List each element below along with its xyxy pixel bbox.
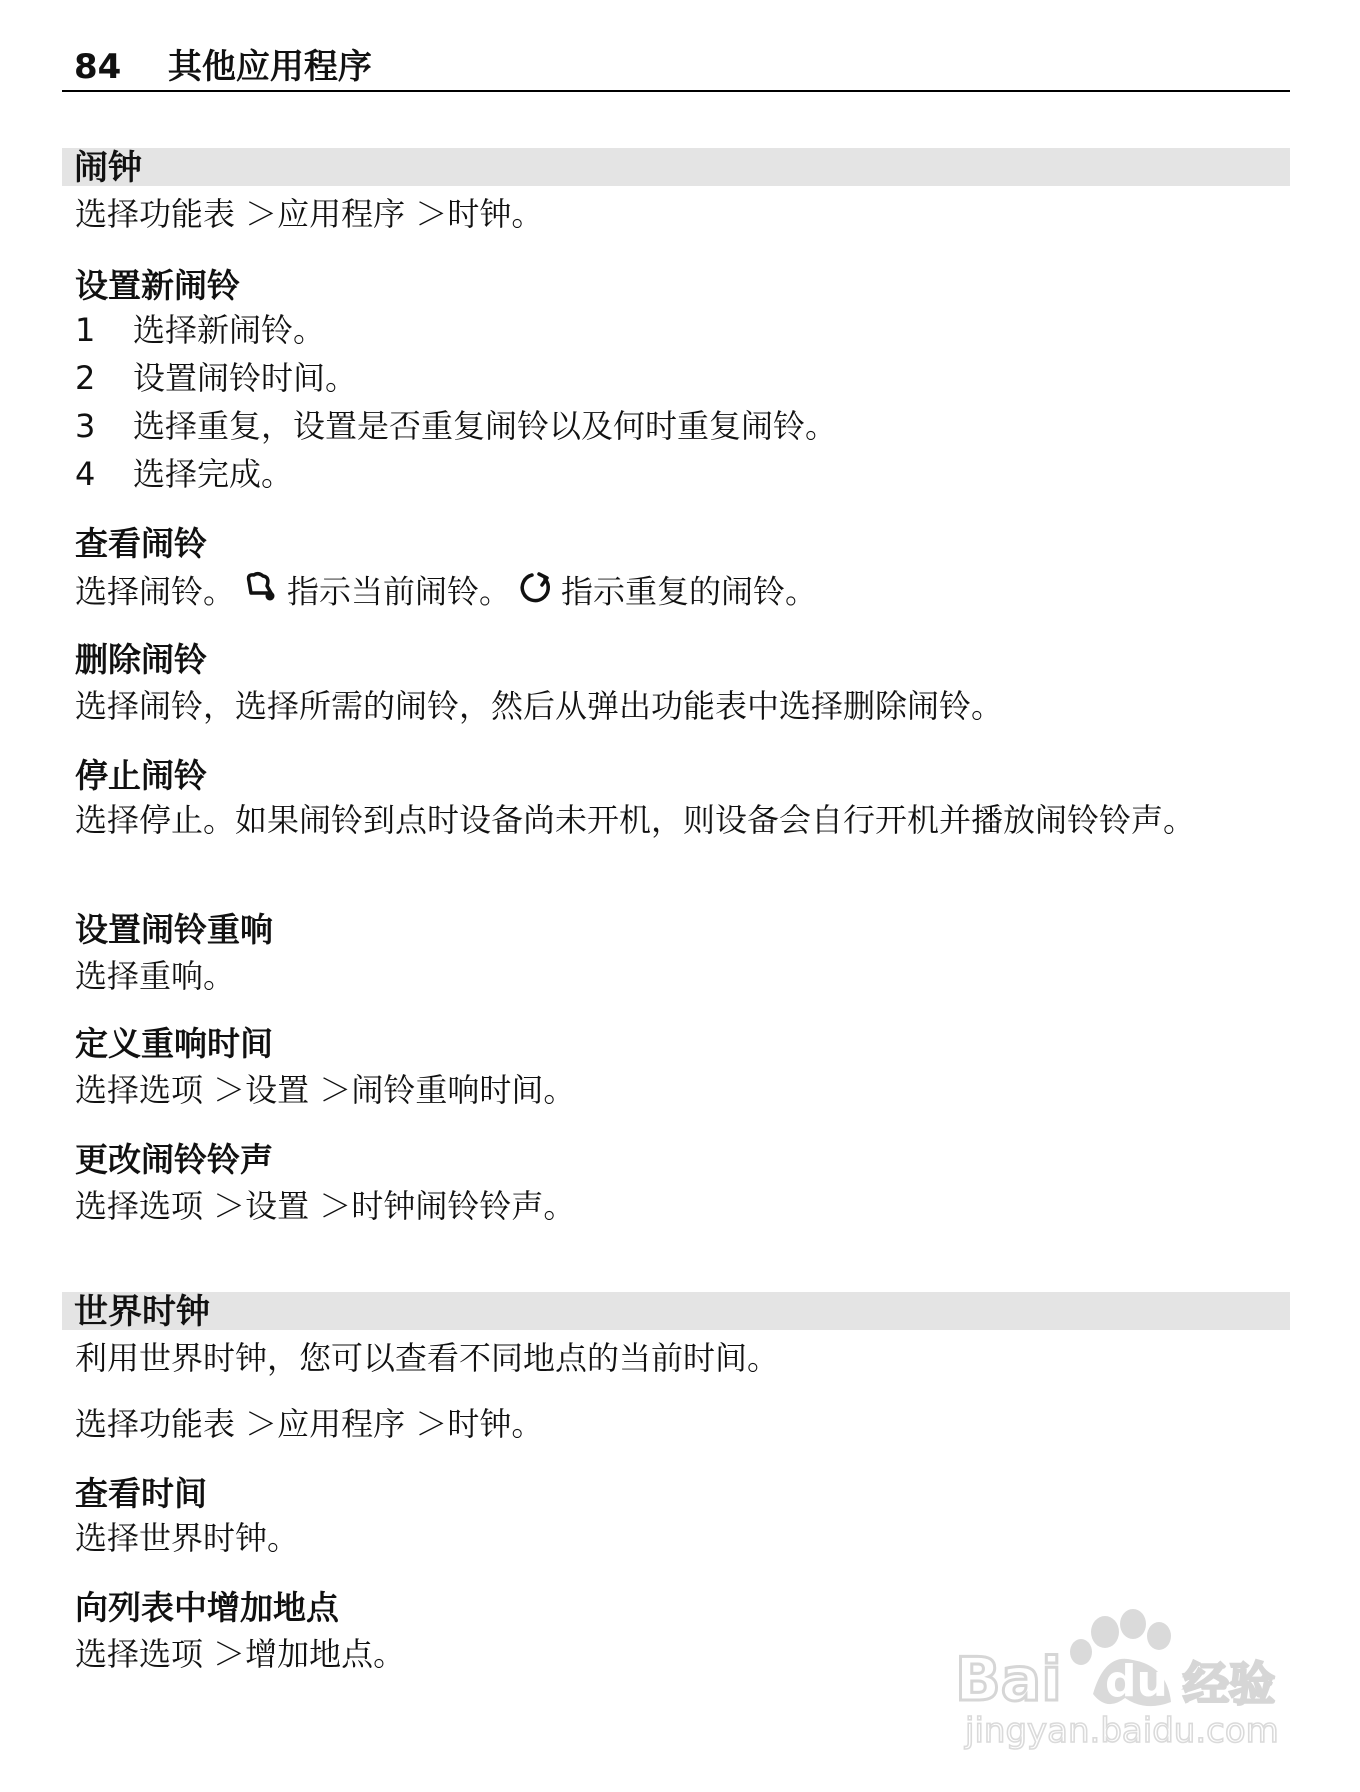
alarm-tone-text: 选择选项 ＞设置 ＞时钟闹铃铃声。 bbox=[75, 1187, 576, 1225]
view-text-b: 指示当前闹铃。 bbox=[287, 572, 512, 611]
step-text: 选择新闹铃。 bbox=[133, 311, 326, 349]
chapter-title: 其他应用程序 bbox=[167, 47, 372, 87]
step-text: 选择重复，设置是否重复闹铃以及何时重复闹铃。 bbox=[133, 407, 838, 445]
section-title-world-clock: 世界时钟 bbox=[62, 1292, 1290, 1330]
stop-alarm-text: 选择停止。如果闹铃到点时设备尚未开机，则设备会自行开机并播放闹铃铃声。 bbox=[75, 801, 1196, 839]
watermark-brand-b: du bbox=[1105, 1656, 1168, 1707]
heading-delete-alarm: 删除闹铃 bbox=[75, 640, 207, 679]
world-clock-path: 选择功能表 ＞应用程序 ＞时钟。 bbox=[75, 1405, 544, 1443]
step-3 bbox=[75, 406, 837, 446]
heading-snooze-time: 定义重响时间 bbox=[75, 1024, 273, 1063]
view-alarm-text bbox=[75, 570, 817, 617]
heading-new-alarm: 设置新闹铃 bbox=[75, 266, 240, 305]
step-number: 1 bbox=[75, 311, 96, 349]
step-2 bbox=[75, 358, 357, 398]
repeat-icon bbox=[519, 570, 553, 613]
heading-snooze: 设置闹铃重响 bbox=[75, 910, 273, 949]
step-number: 3 bbox=[75, 407, 96, 445]
view-time-text: 选择世界时钟。 bbox=[75, 1519, 300, 1557]
snooze-time-text: 选择选项 ＞设置 ＞闹铃重响时间。 bbox=[75, 1071, 576, 1109]
heading-stop-alarm: 停止闹铃 bbox=[75, 756, 207, 795]
baidu-watermark bbox=[955, 1590, 1285, 1754]
page-number: 84 bbox=[74, 47, 122, 87]
heading-alarm-tone: 更改闹铃铃声 bbox=[75, 1140, 273, 1179]
add-location-text: 选择选项 ＞增加地点。 bbox=[75, 1635, 406, 1673]
step-text: 选择完成。 bbox=[133, 455, 294, 493]
heading-add-location: 向列表中增加地点 bbox=[75, 1588, 339, 1627]
snooze-text: 选择重响。 bbox=[75, 957, 236, 995]
view-text-a: 选择闹铃。 bbox=[75, 572, 236, 611]
step-1 bbox=[75, 310, 325, 350]
view-text-c: 指示重复的闹铃。 bbox=[561, 572, 818, 611]
watermark-brand-c: 经验 bbox=[1183, 1657, 1275, 1711]
alarm-bell-icon bbox=[243, 571, 279, 612]
heading-view-alarm: 查看闹铃 bbox=[75, 524, 207, 563]
world-clock-intro: 利用世界时钟，您可以查看不同地点的当前时间。 bbox=[75, 1339, 780, 1377]
section-title-alarm: 闹钟 bbox=[62, 148, 1290, 186]
step-text: 设置闹铃时间。 bbox=[133, 359, 358, 397]
heading-view-time: 查看时间 bbox=[75, 1474, 207, 1513]
step-number: 2 bbox=[75, 359, 96, 397]
delete-alarm-text: 选择闹铃，选择所需的闹铃，然后从弹出功能表中选择删除闹铃。 bbox=[75, 687, 1004, 725]
page-header bbox=[62, 44, 1290, 92]
watermark-url: jingyan.baidu.com bbox=[965, 1711, 1279, 1750]
step-4 bbox=[75, 454, 293, 494]
watermark-brand-a: Bai bbox=[955, 1645, 1062, 1715]
step-number: 4 bbox=[75, 455, 96, 493]
alarm-path: 选择功能表 ＞应用程序 ＞时钟。 bbox=[75, 195, 544, 233]
